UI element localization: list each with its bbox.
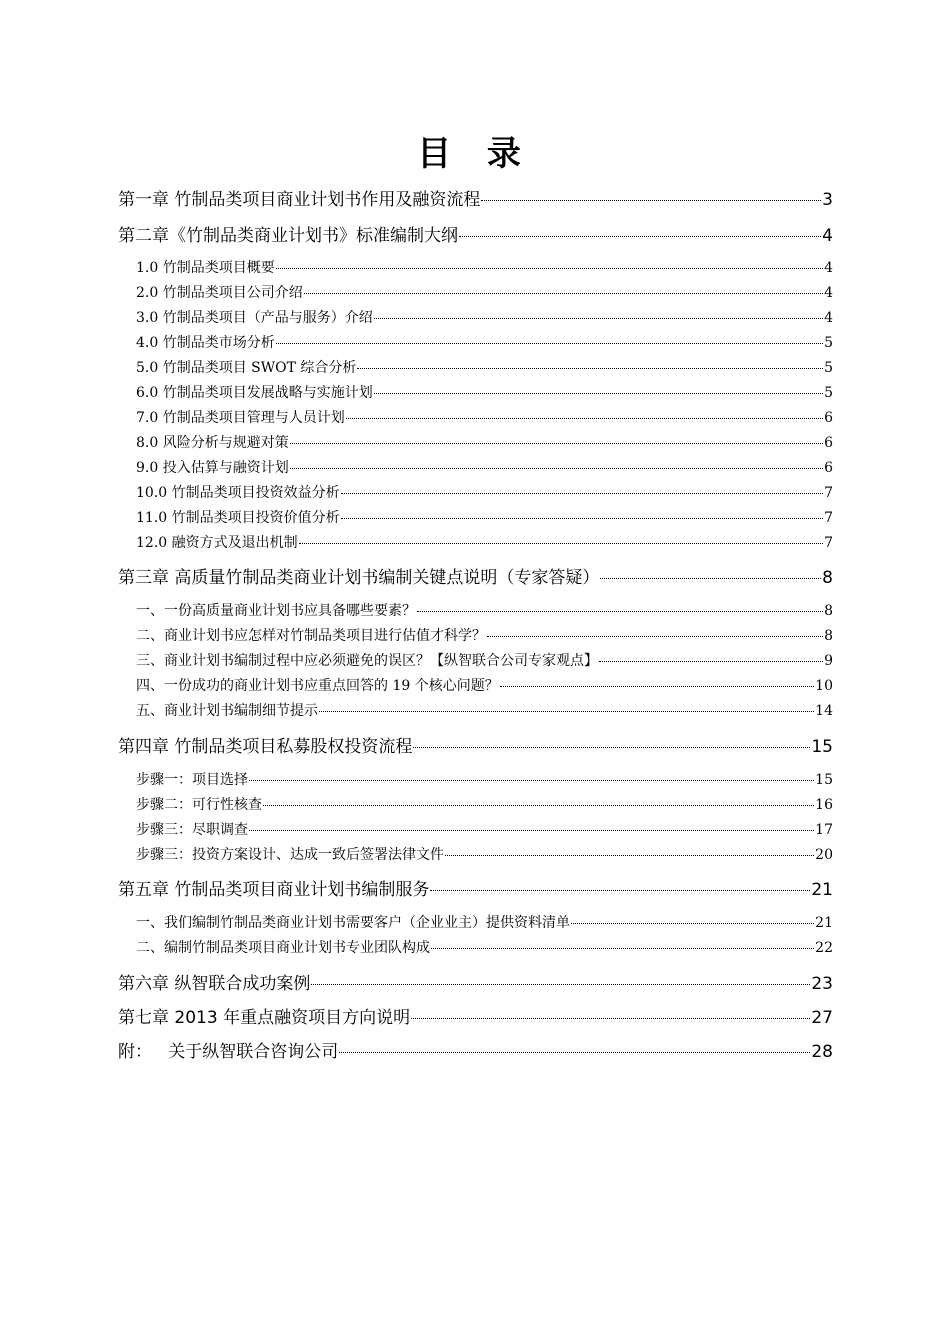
toc-entry-label: 2.0 竹制品类项目公司介绍 bbox=[136, 285, 303, 301]
toc-chapter-5[interactable] bbox=[118, 878, 833, 902]
toc-entry-label: 第三章 高质量竹制品类商业计划书编制关键点说明（专家答疑） bbox=[118, 568, 600, 588]
dot-leader bbox=[249, 830, 814, 831]
toc-section[interactable] bbox=[136, 676, 833, 696]
dot-leader bbox=[487, 636, 823, 637]
toc-page-number: 15 bbox=[815, 772, 833, 788]
toc-section[interactable] bbox=[136, 938, 833, 958]
toc-page-number: 6 bbox=[824, 410, 833, 426]
toc-page-number: 6 bbox=[824, 435, 833, 451]
toc-section[interactable] bbox=[136, 458, 833, 478]
toc-section[interactable] bbox=[136, 358, 833, 378]
toc-section[interactable] bbox=[136, 483, 833, 503]
toc-page-number: 7 bbox=[824, 510, 833, 526]
toc-entry-label: 11.0 竹制品类项目投资价值分析 bbox=[136, 510, 340, 526]
toc-section[interactable] bbox=[136, 651, 833, 671]
dot-leader bbox=[571, 923, 814, 924]
toc-chapter-3[interactable] bbox=[118, 566, 833, 590]
dot-leader bbox=[411, 1018, 810, 1019]
toc-entry-label: 7.0 竹制品类项目管理与人员计划 bbox=[136, 410, 345, 426]
toc-entry-label: 第七章 2013 年重点融资项目方向说明 bbox=[118, 1008, 411, 1028]
toc-title: 目 录 bbox=[417, 134, 533, 174]
toc-page-number: 4 bbox=[824, 285, 833, 301]
dot-leader bbox=[600, 578, 821, 579]
toc-page-number: 4 bbox=[824, 310, 833, 326]
dot-leader bbox=[346, 418, 823, 419]
toc-section[interactable] bbox=[136, 770, 833, 790]
toc-page-number: 10 bbox=[815, 678, 833, 694]
dot-leader bbox=[276, 268, 823, 269]
toc-page-number: 3 bbox=[822, 190, 833, 210]
dot-leader bbox=[311, 984, 810, 985]
toc-entry-label: 二、商业计划书应怎样对竹制品类项目进行估值才科学？ bbox=[136, 628, 486, 644]
toc-page-number: 8 bbox=[824, 603, 833, 619]
dot-leader bbox=[413, 747, 810, 748]
dot-leader bbox=[481, 200, 821, 201]
toc-section[interactable] bbox=[136, 795, 833, 815]
dot-leader bbox=[299, 543, 823, 544]
toc-entry-label: 四、一份成功的商业计划书应重点回答的 19 个核心问题？ bbox=[136, 678, 499, 694]
toc-entry-label: 4.0 竹制品类市场分析 bbox=[136, 335, 275, 351]
toc-page-number: 9 bbox=[824, 653, 833, 669]
toc-appendix[interactable] bbox=[118, 1040, 833, 1064]
toc-entry-label: 步骤三：投资方案设计、达成一致后签署法律文件 bbox=[136, 847, 444, 863]
toc-chapter-2[interactable] bbox=[118, 224, 833, 248]
toc-page-number: 27 bbox=[811, 1008, 833, 1028]
toc-page-number: 15 bbox=[811, 737, 833, 757]
toc-entry-label: 1.0 竹制品类项目概要 bbox=[136, 260, 275, 276]
dot-leader bbox=[357, 368, 823, 369]
toc-entry-label: 一、一份高质量商业计划书应具备哪些要素？ bbox=[136, 603, 416, 619]
dot-leader bbox=[417, 611, 823, 612]
dot-leader bbox=[599, 661, 823, 662]
dot-leader bbox=[290, 468, 823, 469]
toc-entry-label: 一、我们编制竹制品类商业计划书需要客户（企业业主）提供资料清单 bbox=[136, 915, 570, 931]
dot-leader bbox=[374, 318, 823, 319]
dot-leader bbox=[374, 393, 823, 394]
toc-page-number: 16 bbox=[815, 797, 833, 813]
toc-page-number: 5 bbox=[824, 360, 833, 376]
dot-leader bbox=[276, 343, 823, 344]
dot-leader bbox=[341, 518, 823, 519]
toc-chapter-1[interactable] bbox=[118, 188, 833, 212]
toc-entry-label: 第六章 纵智联合成功案例 bbox=[118, 974, 311, 994]
toc-page-number: 5 bbox=[824, 385, 833, 401]
toc-entry-label: 附： 关于纵智联合咨询公司 bbox=[118, 1042, 339, 1062]
toc-section[interactable] bbox=[136, 533, 833, 553]
toc-page-number: 17 bbox=[815, 822, 833, 838]
toc-page-number: 8 bbox=[822, 568, 833, 588]
toc-section[interactable] bbox=[136, 383, 833, 403]
toc-entry-label: 9.0 投入估算与融资计划 bbox=[136, 460, 289, 476]
dot-leader bbox=[290, 443, 823, 444]
toc-entry-label: 6.0 竹制品类项目发展战略与实施计划 bbox=[136, 385, 373, 401]
toc-section[interactable] bbox=[136, 433, 833, 453]
dot-leader bbox=[341, 493, 823, 494]
toc-entry-label: 步骤一：项目选择 bbox=[136, 772, 248, 788]
toc-entry-label: 步骤三：尽职调查 bbox=[136, 822, 248, 838]
dot-leader bbox=[304, 293, 823, 294]
toc-section[interactable] bbox=[136, 258, 833, 278]
toc-section[interactable] bbox=[136, 913, 833, 933]
toc-entry-label: 五、商业计划书编制细节提示 bbox=[136, 703, 318, 719]
toc-section[interactable] bbox=[136, 408, 833, 428]
toc-page-number: 21 bbox=[815, 915, 833, 931]
toc-page-number: 8 bbox=[824, 628, 833, 644]
dot-leader bbox=[430, 890, 810, 891]
toc-page-number: 6 bbox=[824, 460, 833, 476]
toc-chapter-6[interactable] bbox=[118, 972, 833, 996]
toc-page-number: 5 bbox=[824, 335, 833, 351]
toc-page-number: 28 bbox=[811, 1042, 833, 1062]
toc-page-number: 7 bbox=[824, 535, 833, 551]
toc-section[interactable] bbox=[136, 283, 833, 303]
toc-section[interactable] bbox=[136, 626, 833, 646]
toc-entry-label: 第一章 竹制品类项目商业计划书作用及融资流程 bbox=[118, 190, 481, 210]
toc-page-number: 14 bbox=[815, 703, 833, 719]
toc-section[interactable] bbox=[136, 820, 833, 840]
toc-entry-label: 10.0 竹制品类项目投资效益分析 bbox=[136, 485, 340, 501]
toc-entry-label: 5.0 竹制品类项目 SWOT 综合分析 bbox=[136, 360, 357, 376]
dot-leader bbox=[445, 855, 814, 856]
dot-leader bbox=[500, 686, 814, 687]
toc-entry-label: 三、商业计划书编制过程中应必须避免的误区？【纵智联合公司专家观点】 bbox=[136, 653, 598, 669]
toc-section[interactable] bbox=[136, 701, 833, 721]
toc-entry-label: 二、编制竹制品类项目商业计划书专业团队构成 bbox=[136, 940, 430, 956]
toc-page-number: 20 bbox=[815, 847, 833, 863]
toc-entry-label: 第二章《竹制品类商业计划书》标准编制大纲 bbox=[118, 226, 458, 246]
toc-entry-label: 8.0 风险分析与规避对策 bbox=[136, 435, 289, 451]
dot-leader bbox=[459, 236, 821, 237]
toc-section[interactable] bbox=[136, 308, 833, 328]
toc-page-number: 7 bbox=[824, 485, 833, 501]
toc-section[interactable] bbox=[136, 601, 833, 621]
dot-leader bbox=[319, 711, 814, 712]
dot-leader bbox=[263, 805, 814, 806]
toc-section[interactable] bbox=[136, 508, 833, 528]
toc-entry-label: 3.0 竹制品类项目（产品与服务）介绍 bbox=[136, 310, 373, 326]
toc-page-number: 23 bbox=[811, 974, 833, 994]
toc-chapter-4[interactable] bbox=[118, 735, 833, 759]
toc-chapter-7[interactable] bbox=[118, 1006, 833, 1030]
dot-leader bbox=[431, 948, 814, 949]
toc-page-number: 4 bbox=[822, 226, 833, 246]
toc-entry-label: 步骤二：可行性核查 bbox=[136, 797, 262, 813]
toc-section[interactable] bbox=[136, 333, 833, 353]
toc-page-number: 4 bbox=[824, 260, 833, 276]
dot-leader bbox=[249, 780, 814, 781]
toc-page-number: 21 bbox=[811, 880, 833, 900]
toc-entry-label: 12.0 融资方式及退出机制 bbox=[136, 535, 298, 551]
toc-entry-label: 第五章 竹制品类项目商业计划书编制服务 bbox=[118, 880, 430, 900]
dot-leader bbox=[339, 1052, 810, 1053]
toc-page-number: 22 bbox=[815, 940, 833, 956]
toc-section[interactable] bbox=[136, 845, 833, 865]
toc-entry-label: 第四章 竹制品类项目私募股权投资流程 bbox=[118, 737, 413, 757]
